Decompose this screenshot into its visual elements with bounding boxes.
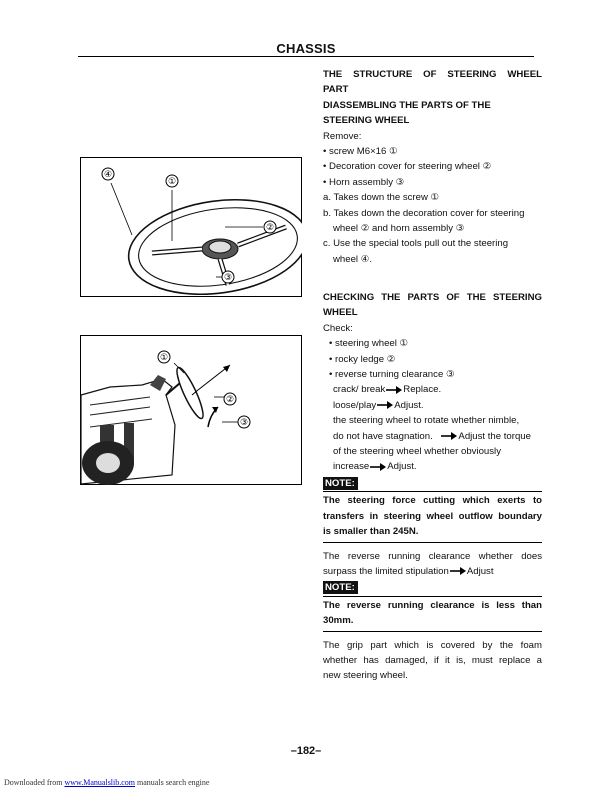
paragraph: new steering wheel. (323, 670, 408, 682)
remove-label: Remove: (323, 130, 362, 142)
note-box (323, 491, 542, 542)
paragraph: The grip part which is covered by the foam (323, 639, 542, 651)
note-text: The steering force cutting which exerts to (323, 495, 542, 507)
arrow-right-icon (386, 386, 402, 394)
list-item: • Decoration cover for steering wheel ② (323, 161, 492, 173)
result-rotate-cont: do not have stagnation. Adjust the torque (333, 430, 531, 442)
callout-3: ③ (223, 273, 233, 283)
section-checking (323, 290, 542, 684)
note-text: The reverse running clearance is less than (323, 599, 542, 611)
list-item: • reverse turning clearance ③ (329, 369, 455, 381)
page-number: –182– (290, 745, 322, 757)
manualslib-link[interactable]: www.Manualslib.com (64, 778, 136, 787)
steering-check-figure (80, 335, 302, 485)
steering-wheel-figure (80, 157, 302, 297)
note-text: 30mm. (323, 615, 354, 627)
paragraph-cont: surpass the limited stipulation Adjust (323, 565, 494, 577)
list-item: • rocky ledge ② (329, 353, 396, 365)
subsection-title: DIASSEMBLING THE PARTS OF THE (323, 99, 491, 111)
paragraph: whether has damaged, if it is, must replace a (323, 654, 542, 666)
section-title-cont: PART (323, 84, 349, 96)
subsection-title-cont: STEERING WHEEL (323, 115, 410, 127)
note-text: is smaller than 245N. (323, 526, 419, 538)
result-rotate-cont: increase Adjust. (333, 461, 417, 473)
callout-2: ② (265, 223, 275, 233)
list-item: • Horn assembly ③ (323, 176, 405, 188)
callout-2: ② (225, 395, 235, 405)
arrow-right-icon (370, 463, 386, 471)
step-a: a. Takes down the screw ① (323, 192, 440, 204)
check-label: Check: (323, 322, 353, 334)
section-title: THE STRUCTURE OF STEERING WHEEL (323, 69, 542, 80)
header-rule (78, 56, 534, 57)
step-b-cont: wheel ② and horn assembly ③ (333, 223, 465, 235)
callout-1: ① (159, 353, 169, 363)
list-item: • screw M6×16 ① (323, 146, 398, 158)
callout-1: ① (167, 177, 177, 187)
callout-4: ④ (103, 170, 113, 180)
note-label: NOTE: (323, 477, 358, 490)
arrow-right-icon (450, 567, 466, 575)
result-rotate-cont: of the steering wheel whether obviously (333, 446, 501, 458)
paragraph: The reverse running clearance whether does (323, 550, 542, 562)
result-rotate: the steering wheel to rotate whether nimble, (333, 415, 520, 427)
step-c: c. Use the special tools pull out the steering (323, 238, 509, 250)
note-label: NOTE: (323, 581, 358, 594)
note-box (323, 596, 542, 632)
step-b: b. Takes down the decoration cover for steering (323, 207, 525, 219)
note-text: transfers in steering wheel outflow boundary (323, 510, 542, 522)
section-disassembly (323, 67, 542, 267)
result-loose: loose/play Adjust. (333, 399, 424, 411)
download-note: Downloaded from www.Manualslib.com manuals search engine (4, 778, 210, 787)
arrow-right-icon (377, 401, 393, 409)
step-c-cont: wheel ④. (333, 253, 372, 265)
arrow-right-icon (441, 432, 457, 440)
result-crack: crack/ break Replace. (333, 384, 442, 396)
section-title: CHECKING THE PARTS OF THE STEERING (323, 292, 542, 303)
section-title-cont: WHEEL (323, 307, 358, 319)
page-title: CHASSIS (276, 41, 336, 56)
callout-3: ③ (239, 418, 249, 428)
list-item: • steering wheel ① (329, 338, 409, 350)
